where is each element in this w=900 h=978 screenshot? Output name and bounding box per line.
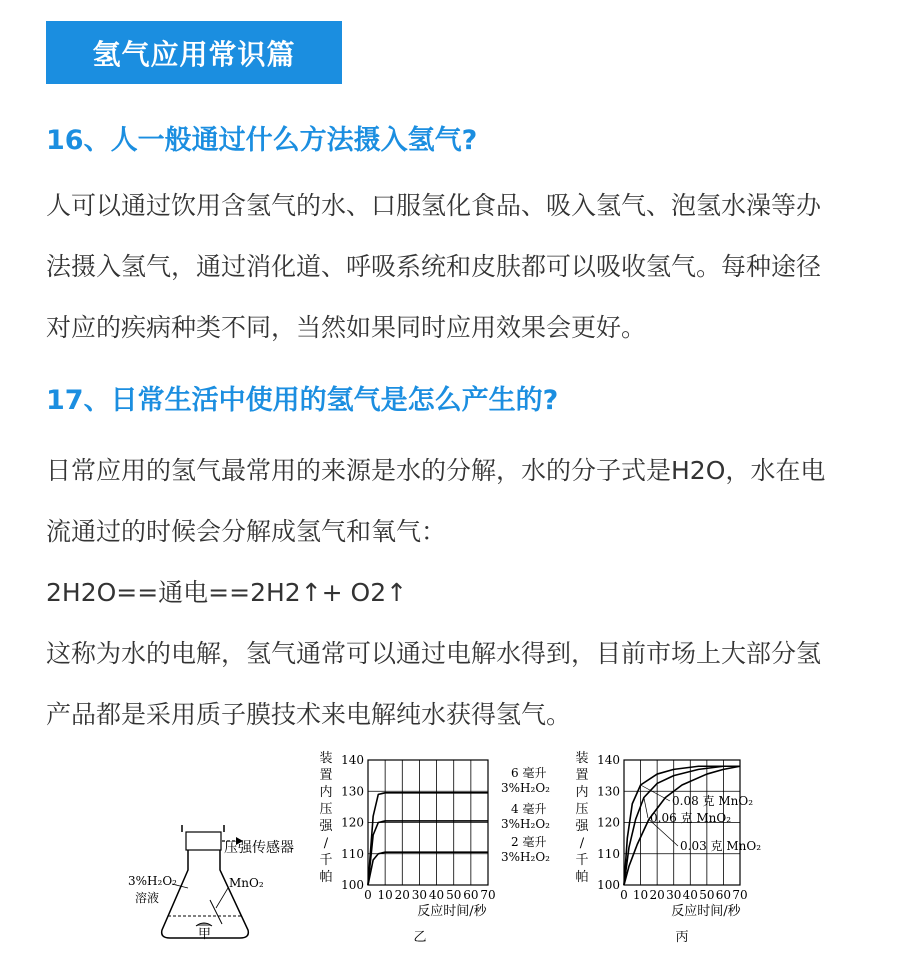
x-tick-label: 60 — [463, 888, 479, 902]
y-axis-label: / — [579, 836, 585, 851]
y-tick-label: 100 — [597, 878, 620, 892]
catalyst-label: MnO₂ — [229, 876, 264, 890]
series-label: 0.08 克 MnO₂ — [672, 794, 754, 808]
caption-jia: 甲 — [198, 927, 212, 942]
x-tick-label: 0 — [620, 888, 628, 902]
answer-17 — [46, 440, 866, 745]
y-axis-label: 强 — [575, 819, 589, 834]
series-line — [368, 852, 488, 885]
x-tick-label: 10 — [632, 888, 649, 902]
series-label: 6 毫升 — [511, 766, 547, 780]
x-tick-label: 50 — [446, 888, 462, 902]
y-axis-label: 置 — [319, 768, 333, 783]
y-tick-label: 100 — [341, 878, 364, 892]
series-line — [624, 766, 740, 885]
x-tick-label: 40 — [428, 888, 445, 902]
x-axis-label: 反应时间/秒 — [671, 904, 741, 919]
x-tick-label: 70 — [732, 888, 748, 902]
y-tick-label: 110 — [597, 846, 620, 861]
x-tick-label: 20 — [649, 888, 665, 902]
x-tick-label: 0 — [364, 888, 372, 902]
y-tick-label: 130 — [597, 784, 620, 799]
x-tick-label: 70 — [480, 888, 496, 902]
answer-17-line: 流通过的时候会分解成氢气和氧气： — [46, 517, 447, 546]
y-tick-label: 140 — [341, 753, 364, 767]
series-label: 0.06 克 MnO₂ — [650, 811, 732, 825]
y-axis-label: / — [323, 836, 329, 851]
dropper — [210, 900, 222, 924]
apparatus-diagram — [128, 825, 294, 942]
x-tick-label: 30 — [411, 888, 428, 902]
y-axis-label: 压 — [319, 802, 333, 817]
y-axis-label: 千 — [319, 853, 333, 868]
solution-label: 溶液 — [135, 891, 160, 905]
y-axis-label: 装 — [319, 751, 333, 766]
y-tick-label: 140 — [597, 753, 620, 767]
series-label: 0.03 克 MnO₂ — [680, 839, 762, 853]
y-tick-label: 120 — [597, 815, 620, 830]
x-axis-label: 反应时间/秒 — [417, 904, 487, 919]
chart-caption: 丙 — [675, 930, 689, 945]
answer-17-line: 日常应用的氢气最常用的来源是水的分解，水的分子式是H2O，水在电 — [46, 456, 826, 485]
chart-bing — [575, 750, 761, 945]
y-axis-label: 千 — [575, 853, 589, 868]
series-label: 3%H₂O₂ — [501, 850, 550, 864]
question-16-title: 16、人一般通过什么方法摄入氢气? — [46, 125, 478, 156]
x-tick-label: 60 — [715, 888, 732, 902]
y-axis-label: 压 — [575, 802, 589, 817]
y-tick-label: 110 — [341, 846, 364, 861]
series-label: 2 毫升 — [511, 835, 547, 849]
question-17-title: 17、日常生活中使用的氢气是怎么产生的? — [46, 385, 559, 416]
answer-16 — [46, 175, 866, 358]
chart-yi — [319, 750, 550, 945]
answer-16-line: 法摄入氢气，通过消化道、呼吸系统和皮肤都可以吸收氢气。每种途径 — [46, 252, 822, 281]
stopper — [186, 832, 221, 850]
y-tick-label: 120 — [341, 815, 364, 830]
series-label: 3%H₂O₂ — [501, 781, 550, 795]
answer-16-line: 对应的疾病种类不同，当然如果同时应用效果会更好。 — [46, 313, 647, 342]
label-leader — [644, 798, 648, 819]
y-tick-label: 130 — [341, 784, 364, 799]
answer-17-line: 产品都是采用质子膜技术来电解纯水获得氢气。 — [46, 700, 572, 729]
sensor-label: 压强传感器 — [224, 840, 294, 856]
y-axis-label: 内 — [575, 785, 589, 800]
y-axis-label: 内 — [319, 785, 333, 800]
series-label: 4 毫升 — [511, 802, 547, 816]
y-axis-label: 装 — [575, 751, 589, 766]
y-axis-label: 强 — [319, 819, 333, 834]
series-label: 3%H₂O₂ — [501, 817, 550, 831]
solution-label: 3%H₂O₂ — [128, 874, 177, 888]
experiment-figure — [0, 740, 900, 978]
x-tick-label: 20 — [394, 888, 410, 902]
answer-16-line: 人可以通过饮用含氢气的水、口服氢化食品、吸入氢气、泡氢水澡等办 — [46, 191, 822, 220]
series-line — [368, 793, 488, 885]
y-axis-label: 帕 — [319, 870, 333, 885]
x-tick-label: 10 — [377, 888, 393, 902]
answer-17-line: 这称为水的电解，氢气通常可以通过电解水得到，目前市场上大部分氢 — [46, 639, 822, 668]
x-tick-label: 30 — [666, 888, 682, 902]
section-banner: 氢气应用常识篇 — [46, 21, 342, 84]
x-tick-label: 40 — [682, 888, 698, 902]
x-tick-label: 50 — [699, 888, 715, 902]
y-axis-label: 帕 — [575, 870, 589, 885]
chart-caption: 乙 — [413, 930, 427, 945]
y-axis-label: 置 — [575, 768, 589, 783]
electrolysis-equation: 2H2O==通电==2H2↑+ O2↑ — [46, 578, 408, 607]
